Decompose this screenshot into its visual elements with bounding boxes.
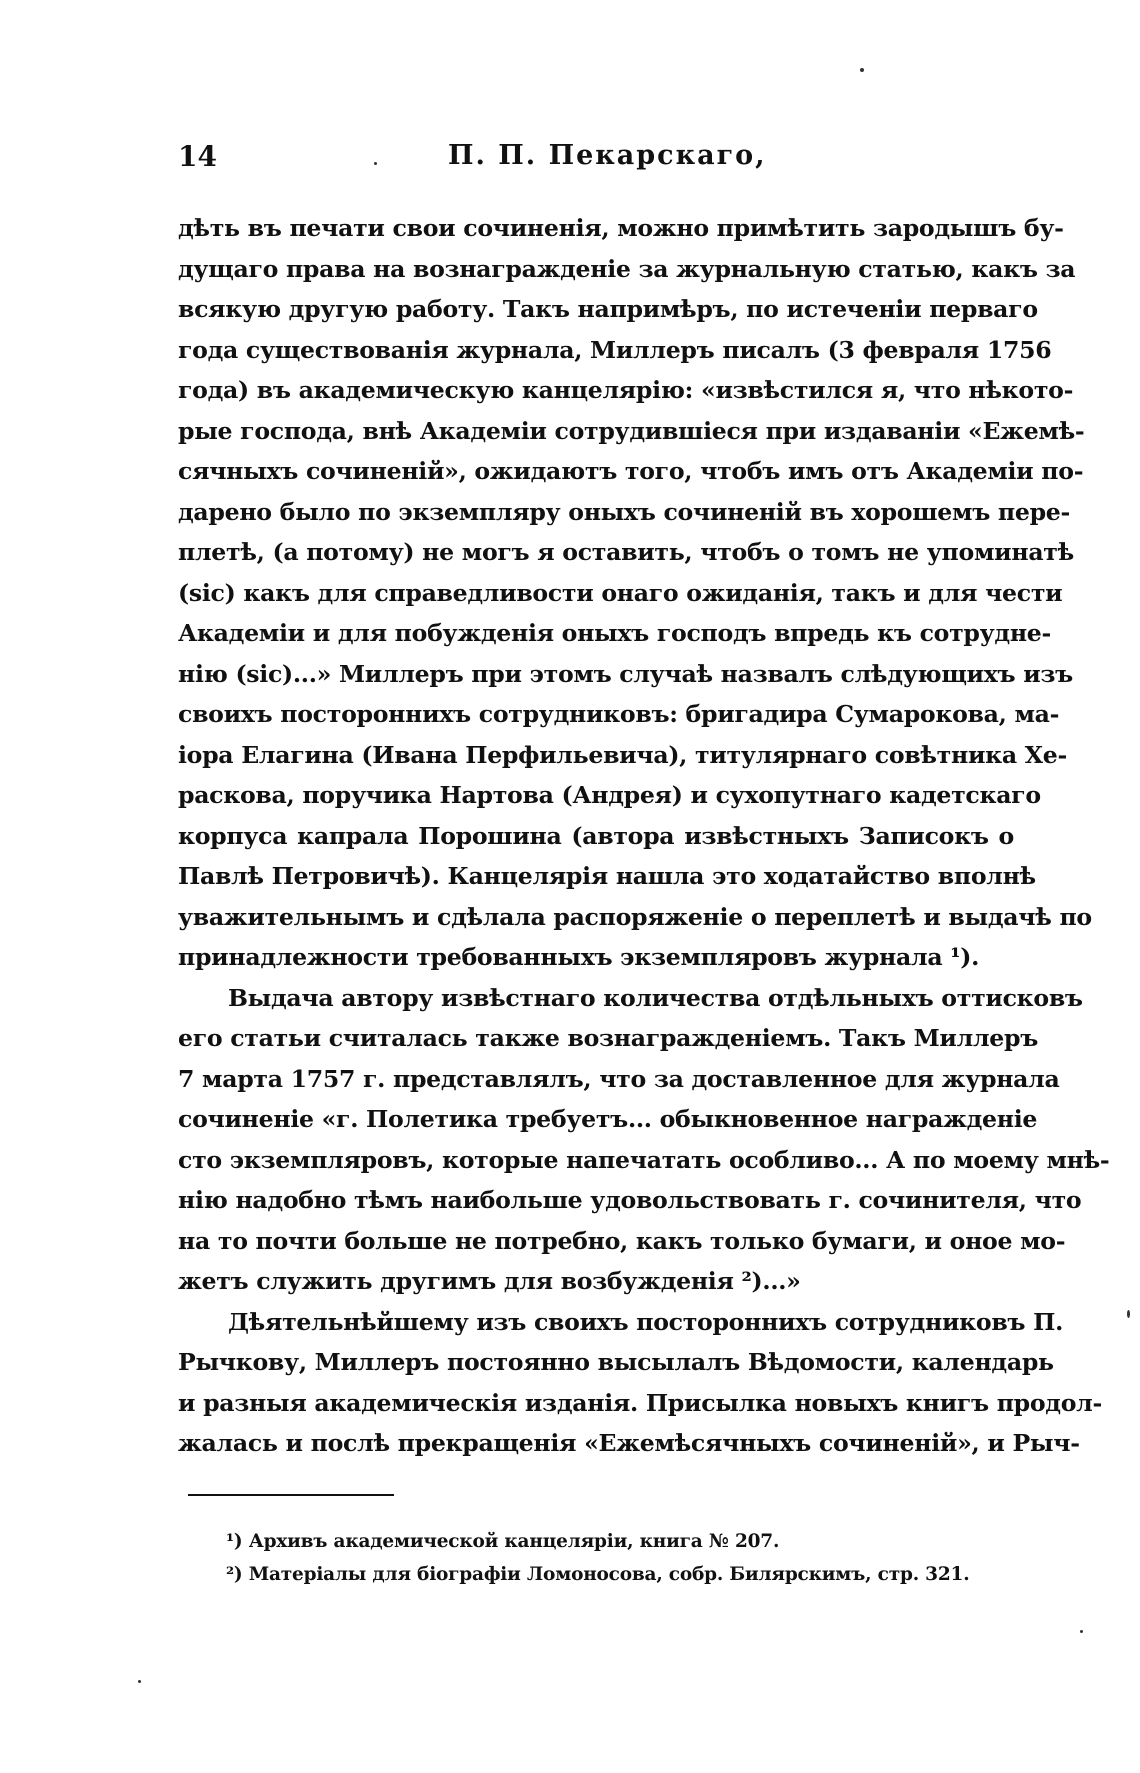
paragraph-3 — [178, 1302, 1102, 1464]
text-line: дущаго права на вознагражденіе за журнальную статью, какъ за — [178, 254, 1076, 283]
text-line: Академіи и для побужденія оныхъ господъ впредь къ сотрудне- — [178, 619, 1051, 647]
text-line: 7 марта 1757 г. представлялъ, что за доставленное для журнала — [178, 1064, 1060, 1093]
text-line: іора Елагина (Ивана Перфильевича), титулярнаго совѣтника Хе- — [178, 740, 1068, 769]
text-line: дѣть въ печати свои сочиненія, можно примѣтить зародышъ бу- — [178, 214, 1064, 242]
text-line: нію надобно тѣмъ наибольше удовольствовать г. сочинителя, что — [178, 1186, 1082, 1214]
text-line: Выдача автору извѣстнаго количества отдѣльныхъ оттисковъ — [228, 983, 1083, 1012]
footnotes — [226, 1525, 1026, 1591]
footnote-1: ¹) Архивъ академической канцеляріи, книга № 207. — [226, 1531, 780, 1552]
text-line: своихъ постороннихъ сотрудниковъ: бригадира Сумарокова, ма- — [178, 700, 1060, 728]
paragraph-2 — [178, 978, 1110, 1302]
body-text — [178, 208, 1110, 1464]
scan-speck — [1080, 1630, 1083, 1633]
text-line: раскова, поручика Нартова (Андрея) и сухопутнаго кадетскаго — [178, 781, 1041, 809]
text-line: и разныя академическія изданія. Присылка новыхъ книгъ продол- — [178, 1388, 1102, 1417]
text-line: (sic) какъ для справедливости онаго ожиданія, такъ и для чести — [178, 578, 1063, 607]
text-line: рые господа, внѣ Академіи сотрудившіеся при издаваніи «Ежемѣ- — [178, 416, 1085, 445]
scan-speck — [138, 1680, 141, 1683]
scan-speck — [374, 162, 377, 165]
text-line: корпуса капрала Порошина (автора извѣстныхъ Записокъ о — [178, 821, 1014, 850]
text-line: на то почти больше не потребно, какъ только бумаги, и оное мо- — [178, 1226, 1066, 1255]
text-line: его статьи считалась также вознагражденіемъ. Такъ Миллеръ — [178, 1024, 1038, 1052]
text-line: жетъ служить другимъ для возбужденія ²)...» — [178, 1267, 801, 1295]
paragraph-1 — [178, 208, 1092, 978]
text-line: всякую другую работу. Такъ напримѣръ, по истеченіи перваго — [178, 295, 1038, 323]
text-line: Рычкову, Миллеръ постоянно высылалъ Вѣдомости, календарь — [178, 1348, 1054, 1376]
text-line: дарено было по экземпляру оныхъ сочиненій въ хорошемъ пере- — [178, 497, 1070, 526]
text-line: нію (sic)...» Миллеръ при этомъ случаѣ назвалъ слѣдующихъ изъ — [178, 659, 1073, 688]
text-line: уважительнымъ и сдѣлала распоряженіе о переплетѣ и выдачѣ по — [178, 902, 1092, 931]
text-line: Павлѣ Петровичѣ). Канцелярія нашла это ходатайство вполнѣ — [178, 862, 1036, 890]
footnote-divider — [188, 1494, 394, 1496]
footnote-2: ²) Матеріалы для біографіи Ломоносова, собр. Билярскимъ, стр. 321. — [226, 1564, 970, 1585]
text-line: года) въ академическую канцелярію: «извѣстился я, что нѣкото- — [178, 376, 1074, 404]
text-line: сто экземпляровъ, которые напечатать особливо... А по моему мнѣ- — [178, 1145, 1110, 1174]
scan-speck — [1127, 1310, 1130, 1318]
page-number: 14 — [178, 140, 217, 173]
scan-speck — [860, 68, 864, 72]
text-line: сячныхъ сочиненій», ожидаютъ того, чтобъ имъ отъ Академіи по- — [178, 457, 1084, 485]
page-header — [178, 140, 1018, 180]
text-line: сочиненіе «г. Полетика требуетъ... обыкновенное награжденіе — [178, 1105, 1038, 1133]
text-line: принадлежности требованныхъ экземпляровъ журнала ¹). — [178, 943, 980, 971]
running-head: П. П. Пекарскаго, — [448, 140, 767, 171]
text-line: жалась и послѣ прекращенія «Ежемѣсячныхъ сочиненій», и Рыч- — [178, 1429, 1080, 1457]
text-line: года существованія журнала, Миллеръ писалъ (3 февраля 1756 — [178, 335, 1052, 364]
text-line: плетѣ, (а потому) не могъ я оставить, чтобъ о томъ не упоминатѣ — [178, 538, 1074, 566]
text-line: Дѣятельнѣйшему изъ своихъ постороннихъ сотрудниковъ П. — [228, 1307, 1064, 1336]
